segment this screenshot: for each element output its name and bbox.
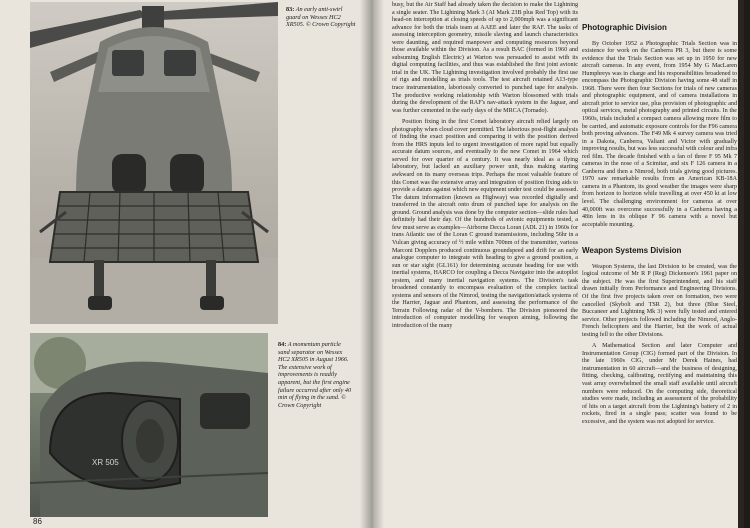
helicopter-side-photo — [30, 333, 268, 517]
left-page — [0, 0, 372, 528]
right-page — [372, 0, 744, 528]
paragraph: Position fixing in the first Comet laboratory aircraft relied largely on photography when cloud cover permitted. The laborious post-flight analysis of finding the exact position and comparing it with the position derived from the HRS inputs led to urgent investigation of more rapid but equally accurate datum sources, and eventually to the new Comet in 1964 which served for over quarter of a century. It was nearly ideal as a flying laboratory, but lacked an auxiliary power unit, thus making starting awkward on its many overseas trips. Perhaps the most valuable feature of this Comet was the extensive array and integration of position fixing aids to provide a datum against which new equipment under test could be assessed. The datum information (known as Highway) was recorded digitally and transferred in the aircraft onto drum of punched tape for analysis on the ground. Ground analysis was done by the computer section—slide rules had definitely had their day. Of the hundreds of avionic equipments tested, a few must serve as examples—Airborne Decca Loran (ADL 21) in 1960s for trans Atlantic use of the Loran C ground transmissions, including 56hr in a Vulcan giving accuracy of ½ mile within 700nm of the transmitter, various Marconi Dopplers produced continuous groundspeed and drift for an early analogue computer to integrate with heading to give a ground position, a sun or star sight (GL161) for determining accurate heading for use with inertial systems, HARCO for coupling a Decca Navigator into the autopilot system, and many inertial navigation systems. The Division's task broadened constantly to encompass evaluation of the complex tactical systems and sensors of the Nimrod, testing the navigation/attack systems of the Harrier, Jaguar and Phantom, and assessing the performance of the Terrain Following radar of the V-bombers. The Division pioneered the introduction of computer modelling for weapon aiming, following the introduction of the many — [392, 119, 578, 329]
aircraft-marking: XR 505 — [92, 458, 119, 467]
section-heading-photographic: Photographic Division — [582, 23, 667, 32]
page-edge-shadow — [738, 0, 744, 528]
helicopter-front-photo — [30, 2, 278, 324]
photo-top-caption — [286, 6, 356, 29]
page-number: 86 — [33, 517, 42, 526]
book-gutter — [360, 0, 384, 528]
caption-number: 83: — [286, 6, 295, 13]
paragraph: busy, but the Air Staff had already taken the decision to make the Lightning a single seater. The Lightning Mark 3 (AI Mark 23B plus Red Top) with its head-on interception at closing speeds of up to 2,000mph was a significant advance for both the trials team at AAEE and later the RAF. The tasks of assessing interception geometry, missile slaving and launch characteristics were daunting, and required manpower and computing resources beyond those available within the Division. As a result BAC (formed in 1960 and subsuming English Electric) at Warton was persuaded to assist with its digital computing facilities, and thus was established the first joint avionic trial in the UK. The Lightning investigation involved probably the first use of rigs and modelling as trials tools. The test aircraft retained A13-type trace instrumentation, laboriously converted to punched tape for analysis. The productive working relationship with Warton blossomed with trials during the development of the RAF's nav-attack system in the Jaguar, and was further cemented in the early days of the MRCA (Tornado). — [392, 2, 578, 114]
text-column-right — [582, 2, 737, 426]
paragraph: Weapon Systems, the last Division to be created, was the logical outcome of Mr R P (Reg) Dickenson's 1961 paper on the subject. He was the first Superintendent, and his staff drawn initially from Performance and Engineering Divisions. Of the first five projects taken over on formation, two were cancelled (Skybolt and TSR 2), but three (Blue Steel, Buccaneer and Lightning Mk 3) were fully tested and entered service. Other projects followed including the Nimrod, Anglo-French helicopters and the Harrier, but the work of actual testing fell to the other Divisions. — [582, 263, 737, 338]
caption-text: A momentum particle sand separator on Wessex HC2 XR505 in August 1966. The extensive work of improvements is readily apparent, but the first engine failure occurred after only 40 min of flying in the sand. © Crown Copyright — [278, 341, 352, 409]
helicopter-side-illustration — [30, 333, 268, 517]
text-column-middle — [392, 2, 578, 331]
section-heading-weapon-systems: Weapon Systems Division — [582, 246, 682, 256]
caption-number: 84: — [278, 341, 287, 348]
paragraph: By October 1952 a Photographic Trials Section was in existence for work on the Canberra PR 3, but there is some evidence that the Trials Section was set up in 1950 for new aircraft cameras. In any event, from 1954 My G MacLaren Humphreys was in charge and his responsibilities broadened to encompass the Photographic Division having some 48 staff in 1968. There were then four Sections for trials of new cameras and photographic equipment, and of camera installations in aircraft prior to service use, plus provision of photographic and optical services, metal photography and printed circuits. In the 1960s, trials included a compact camera allowing more film to be carried, and automatic exposure controls for the F96 camera both proving advances. The F49 Mk 4 survey camera was tried in a Dakota, Canberra, Valiant and Victor with gradually improving results, but was less successful with colour and infra red film. The decade finished with a fan of three F 95 Mk 7 cameras in the nose of a Scimitar, and six F 126 camera in a Canberra and then a Nimrod, both trials giving good pictures. 1970 saw remarkable results from an American KB-18A camera in a Phantom, its good weather the images were sharp from horizon to horizon while travelling at over 450 kt at low level. The challenging environment for cameras at over 40,000ft was overcome successfully in a Canberra having a 48in lens in its oblique F 96 camera with a novel but acceptable mounting. — [582, 40, 737, 228]
photo-bottom-caption — [278, 341, 354, 409]
caption-text: An early anti-swirl guard on Wessex HC2 XR505. © Crown Copyright — [286, 6, 356, 29]
helicopter-front-illustration — [30, 2, 278, 324]
paragraph: A Mathematical Section and later Computer and Instrumentation Group (CIG) formed part of the Division. In the late 1960s CIG, under Mr Derek Haines, had instrumentation in 60 aircraft—and the business of designing, fitting, checking, calibrating, rectifying and maintaining this vast array overwhelmed the small staff available until aircraft numbers were reduced. On the computing side, theoretical studies were made, including an assessment of the probability of hits on a target aircraft from the Lightning's battery of 2 in rockets, fired in a single pass; scatter was found to be excessive, and the system was not adopted for service. — [582, 343, 737, 425]
